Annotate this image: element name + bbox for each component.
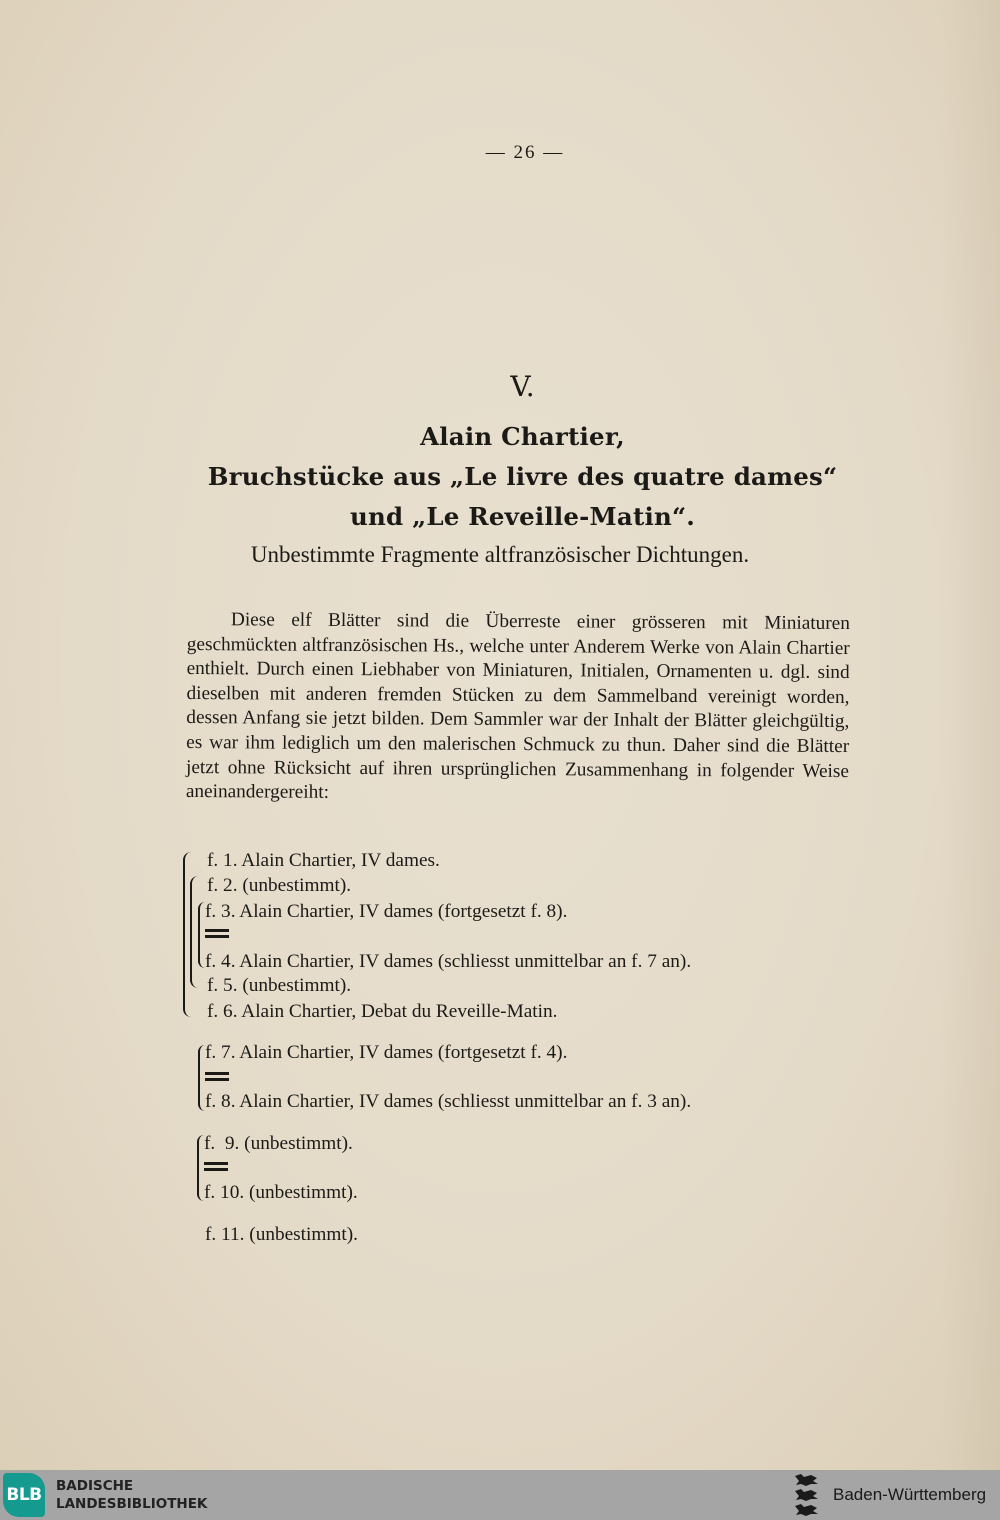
library-name-line-2: LANDESBIBLIOTHEK [56, 1496, 208, 1512]
page-number: — 26 — [485, 142, 565, 163]
folio-item: f. 7. Alain Chartier, IV dames (fortgesetzt f. 4). [205, 1042, 568, 1063]
folio-item: f. 5. (unbestimmt). [207, 975, 352, 996]
folio-item: f. 9. (unbestimmt). [204, 1133, 353, 1154]
brace-9-10 [197, 1135, 204, 1201]
library-name[interactable] [56, 1477, 207, 1513]
title-line-3: und „Le Reveille-Matin“. [349, 502, 696, 531]
title-line-1: Alain Chartier, [420, 422, 625, 451]
subtitle: Unbestimmte Fragmente altfranzösischer Dichtungen. [250, 542, 750, 567]
folio-item: f. 10. (unbestimmt). [204, 1182, 358, 1203]
folio-item: f. 6. Alain Chartier, Debat du Reveille-Matin. [207, 1001, 558, 1022]
lions-coat-of-arms-icon [791, 1472, 823, 1518]
blb-logo[interactable]: BLB [3, 1473, 45, 1517]
brace-inner [198, 902, 205, 968]
equals-sign [204, 1162, 228, 1171]
section-numeral: V. [510, 370, 535, 403]
brace-7-8 [198, 1045, 205, 1111]
brace-middle [190, 876, 198, 988]
folio-item: f. 4. Alain Chartier, IV dames (schliesst unmittelbar an f. 7 an). [205, 951, 692, 972]
folio-item: f. 11. (unbestimmt). [205, 1224, 358, 1245]
title-line-2: Bruchstücke aus „Le livre des quatre dames“ [207, 462, 838, 491]
equals-sign [205, 1072, 229, 1081]
library-name-line-1: BADISCHE [56, 1478, 134, 1494]
folio-item: f. 3. Alain Chartier, IV dames (fortgesetzt f. 8). [205, 901, 568, 922]
folio-item: f. 2. (unbestimmt). [207, 875, 352, 896]
state-name[interactable]: Baden-Württemberg [833, 1485, 987, 1504]
folio-item: f. 1. Alain Chartier, IV dames. [207, 850, 440, 871]
equals-sign [205, 929, 229, 938]
body-paragraph: Diese elf Blätter sind die Überreste einer grösseren mit Miniaturen geschmückten altfranzösischen Hs., welche unter Anderem Werke von Alain Chartier enthielt. Durch einen Liebhaber von Miniaturen, Initialen, Ornamenten u. dgl. sind dieselben mit anderen fremden Stücken zu dem Sammelband vereinigt worden, dessen Anfang sie jetzt bilden. Dem Sammler war der Inhalt der Blätter gleichgültig, es war ihm lediglich um den malerischen Schmuck zu thun. Daher sind die Blätter jetzt ohne Rücksicht auf ihren ursprünglichen Zusammenhang in folgender Weise aneinandergereiht: [185, 609, 850, 804]
folio-item: f. 8. Alain Chartier, IV dames (schliesst unmittelbar an f. 3 an). [205, 1091, 692, 1112]
